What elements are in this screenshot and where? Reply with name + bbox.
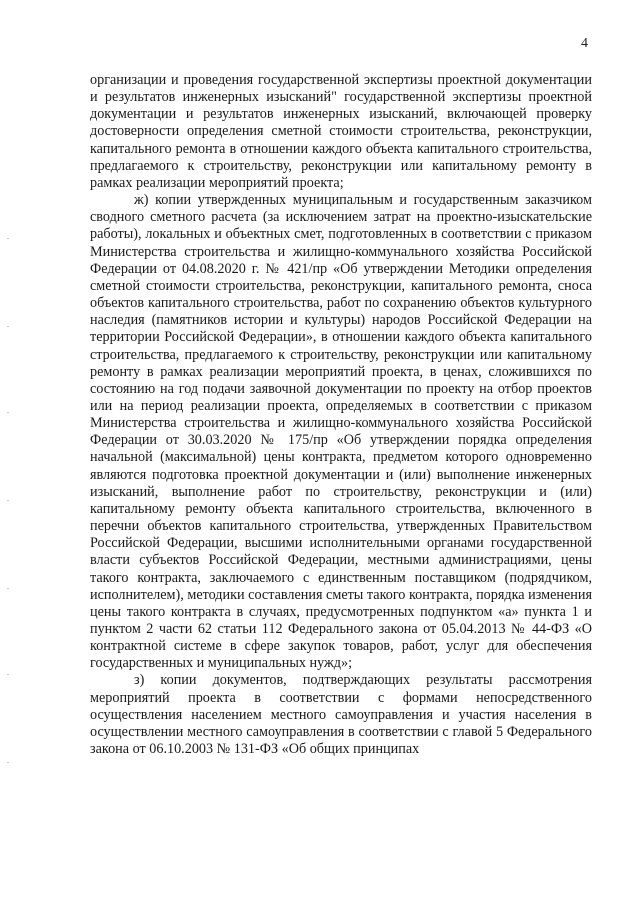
paragraph-item-zh: ж) копии утвержденных муниципальным и государственным заказчиком сводного сметного расчета (за исключением затрат на проектно-изыскательские работы), локальных и объектных смет, подготовленных в соответствии с приказом Министерства строительства и жилищно-коммунального хозяйства Российской Федерации от 04.08.2020 г. № 421/пр «Об утверждении Методики определения сметной стоимости строительства, реконструкции, капитального ремонта, сноса объектов капитального строительства, работ по сохранению объектов культурного наследия (памятников истории и культуры) народов Российской Федерации на территории Российской Федерации», в отношении каждого объекта капитального строительства, предлагаемого к строительству, реконструкции или капитальному ремонту в рамках реализации мероприятий проекта, в ценах, сложившихся по состоянию на год подачи заявочной документации по проекту на отбор проектов или на период реализации проекта, определяемых в соответствии с приказом Министерства строительства и жилищно-коммунального хозяйства Российской Федерации от 30.03.2020 № 175/пр «Об утверждении порядка определения начальной (максимальной) цены контракта, предметом которого одновременно являются подготовка проектной документации и (или) выполнение инженерных изысканий, выполнение работ по строительству, реконструкции и (или) капитальному ремонту объекта капитального строительства, включенного в перечни объектов капитального строительства, утвержденных Правительством Российской Федерации, высшими исполнительными органами государственной власти субъектов Российской Федерации, местными администрациями, цены такого контракта, заключаемого с единственным поставщиком (подрядчиком, исполнителем), методики составления сметы такого контракта, порядка изменения цены такого контракта в случаях, предусмотренных подпунктом «а» пункта 1 и пунктом 2 части 62 статьи 112 Федерального закона от 05.04.2013 № 44-ФЗ «О контрактной системе в сфере закупок товаров, работ, услуг для обеспечения государственных и муниципальных нужд»; bbox=[90, 192, 592, 672]
paragraph-continuation: организации и проведения государственной экспертизы проектной документации и результатов инженерных изысканий" государственной экспертизы проектной документации и результатов инженерных изысканий, включающей проверку достоверности определения сметной стоимости строительства, реконструкции, капитального ремонта в отношении каждого объекта капитального строительства, предлагаемого к строительству, реконструкции или капитальному ремонту в рамках реализации мероприятий проекта; bbox=[90, 72, 592, 191]
margin-scan-marks bbox=[7, 150, 9, 850]
paragraph-item-z: з) копии документов, подтверждающих результаты рассмотрения мероприятий проекта в соответствии с формами непосредственного осуществления населением местного самоуправления и участия населения в осуществлении местного самоуправления в соответствии с главой 5 Федерального закона от 06.10.2003 № 131-ФЗ «Об общих принципах bbox=[90, 672, 592, 758]
page-number: 4 bbox=[581, 36, 588, 51]
document-body bbox=[90, 72, 592, 758]
